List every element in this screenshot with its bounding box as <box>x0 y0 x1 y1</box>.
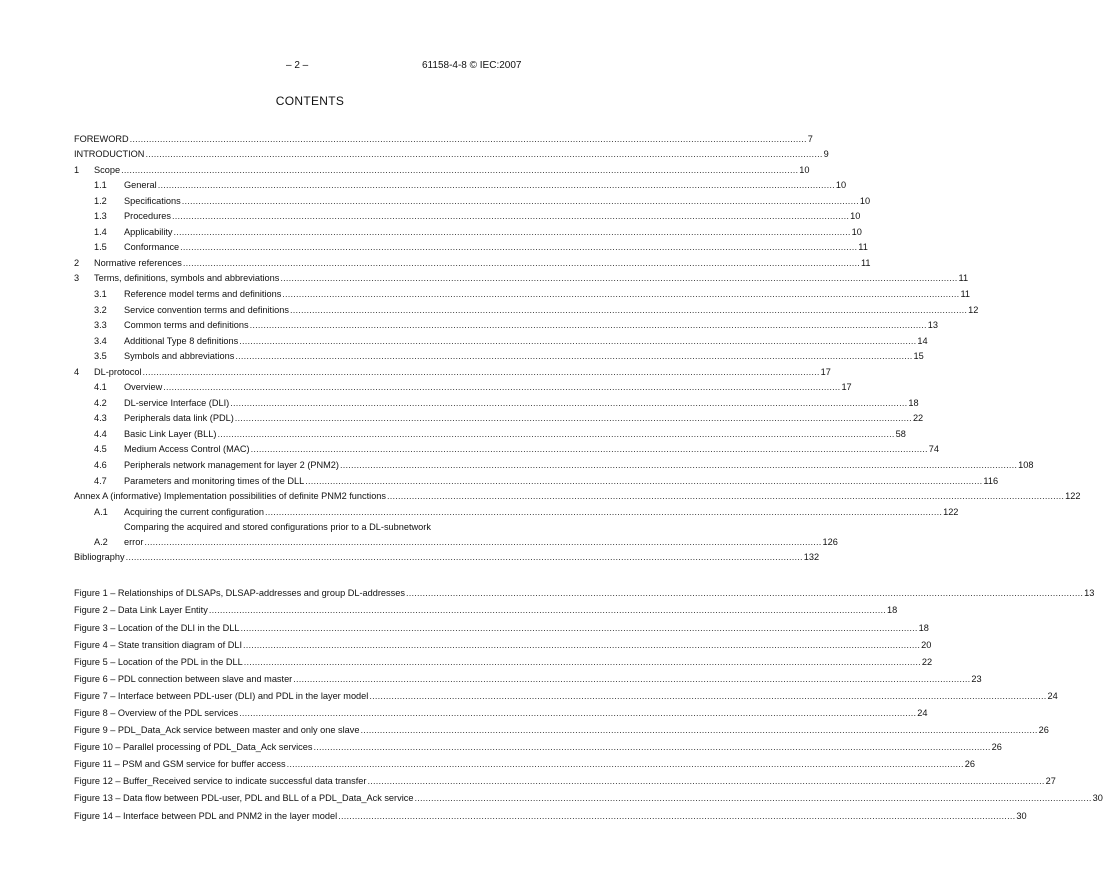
toc-entry-page: 18 <box>908 397 919 408</box>
figure-entry-page: 26 <box>964 759 975 770</box>
dot-leader <box>180 242 857 252</box>
toc-entry-text-block <box>124 522 838 547</box>
toc-entry-title: Medium Access Control (MAC) <box>124 444 250 455</box>
toc-entry[interactable] <box>74 517 838 547</box>
figure-entry[interactable] <box>74 615 929 633</box>
dot-leader <box>158 180 835 190</box>
dot-leader <box>121 165 798 175</box>
toc-entry[interactable] <box>74 486 1081 502</box>
figure-entry-title: Figure 9 – PDL_Data_Ack service between master and only one slave <box>74 725 360 736</box>
toc-entry-page: 15 <box>913 351 924 362</box>
toc-entry[interactable] <box>74 501 959 517</box>
figure-entry[interactable] <box>74 650 933 667</box>
toc-entry-number: 1.5 <box>94 242 107 253</box>
toc-entry[interactable] <box>74 299 979 315</box>
dot-leader <box>367 776 1044 786</box>
dot-leader <box>313 742 990 752</box>
toc-entry-number: 4 <box>74 366 80 377</box>
figure-entry[interactable] <box>74 752 975 770</box>
toc-entry-number: 4.5 <box>94 444 107 455</box>
toc-entry-title: Terms, definitions, symbols and abbreviations <box>94 273 280 284</box>
toc-entry[interactable] <box>74 377 852 393</box>
toc-entry-title: Applicability <box>124 226 173 237</box>
toc-entry-page: 17 <box>841 382 852 393</box>
toc-entry-title: Annex A (informative) Implementation possibilities of definite PNM2 functions <box>74 491 387 502</box>
toc-entry-number: 1.3 <box>94 211 107 222</box>
toc-entry-page: 58 <box>895 428 906 439</box>
toc-entry-title: Reference model terms and definitions <box>124 289 282 300</box>
toc-entry[interactable] <box>74 221 862 237</box>
page-number: – 2 – <box>286 60 309 71</box>
dot-leader <box>250 320 927 330</box>
toc-entry-number: 3.1 <box>94 289 107 300</box>
figure-entry[interactable] <box>74 786 1103 804</box>
dot-leader <box>126 552 803 562</box>
toc-entry-page: 126 <box>822 536 838 547</box>
dot-leader <box>143 367 820 377</box>
toc-entry-number: 4.3 <box>94 413 107 424</box>
toc-entry-title: Peripherals data link (PDL) <box>124 413 234 424</box>
toc-entry-page: 122 <box>943 506 959 517</box>
figure-entry[interactable] <box>74 803 1027 821</box>
document-id: 61158-4-8 © IEC:2007 <box>422 60 522 71</box>
figure-entry-page: 24 <box>917 707 928 718</box>
dot-leader <box>172 211 849 221</box>
toc-entry-number: 2 <box>74 257 80 268</box>
figure-entry-title: Figure 4 – State transition diagram of DLI <box>74 639 243 650</box>
toc-entry[interactable] <box>74 470 999 486</box>
toc-entry-page: 108 <box>1018 460 1034 471</box>
toc-entry-page: 11 <box>958 273 969 284</box>
toc-entry-number: 4.4 <box>94 428 107 439</box>
figure-entry-title: Figure 10 – Parallel processing of PDL_Data_Ack services <box>74 742 313 753</box>
toc-entry-number: 3.5 <box>94 351 107 362</box>
figure-entry-title: Figure 7 – Interface between PDL-user (DLI) and PDL in the layer model <box>74 690 369 701</box>
dot-leader <box>217 429 894 439</box>
toc-entry-title: Overview <box>124 382 163 393</box>
toc-entry[interactable] <box>74 315 938 331</box>
dot-leader <box>183 258 860 268</box>
toc-entry[interactable] <box>74 361 831 377</box>
figure-entry-page: 27 <box>1045 776 1056 787</box>
dot-leader <box>414 793 1091 803</box>
toc-entry-page: 11 <box>960 289 970 300</box>
toc-entry[interactable] <box>74 392 919 408</box>
figure-entry-title: Figure 12 – Buffer_Received service to indicate successful data transfer <box>74 776 367 787</box>
toc-entry-title: Scope <box>94 164 121 175</box>
figure-entry-page: 18 <box>918 622 929 633</box>
toc-entry-number: A.1 <box>94 506 108 517</box>
table-of-contents <box>74 128 1103 821</box>
figure-entry[interactable] <box>74 735 1002 753</box>
toc-entry-title: General <box>124 180 157 191</box>
toc-entry-title: DL-protocol <box>94 366 142 377</box>
dot-leader <box>174 227 851 237</box>
figure-entry-page: 30 <box>1092 793 1103 804</box>
toc-entry-page: 12 <box>968 304 979 315</box>
figure-entry[interactable] <box>74 769 1056 787</box>
dot-leader <box>144 537 821 547</box>
figure-entry-title: Figure 5 – Location of the PDL in the DLL <box>74 656 243 667</box>
figure-entry-title: Figure 8 – Overview of the PDL services <box>74 707 239 718</box>
figure-entry-title: Figure 2 – Data Link Layer Entity <box>74 605 208 616</box>
toc-entry-title: Service convention terms and definitions <box>124 304 289 315</box>
toc-entry[interactable] <box>74 408 924 424</box>
figure-entry-page: 22 <box>921 656 933 667</box>
list-of-figures <box>74 581 1103 821</box>
figure-entry[interactable] <box>74 633 932 650</box>
toc-entry[interactable] <box>74 128 813 144</box>
toc-entry-title: DL-service Interface (DLI) <box>124 397 230 408</box>
figure-entry[interactable] <box>74 718 1049 736</box>
toc-entry-title: Specifications <box>124 195 181 206</box>
dot-leader <box>360 725 1037 735</box>
figure-entry-title: Figure 6 – PDL connection between slave and master <box>74 673 293 684</box>
page-title: CONTENTS <box>275 94 345 108</box>
toc-entries <box>74 128 1081 563</box>
figure-entry[interactable] <box>74 667 982 684</box>
toc-entry-page: 122 <box>1065 491 1081 502</box>
figure-entry-page: 13 <box>1084 588 1095 599</box>
dot-leader <box>182 196 859 206</box>
toc-entry[interactable] <box>74 330 928 346</box>
dot-leader <box>239 708 916 718</box>
toc-entry-page: 74 <box>928 444 939 455</box>
toc-entry-number: 1.2 <box>94 195 107 206</box>
dot-leader <box>240 623 917 633</box>
figure-entry-title: Figure 1 – Relationships of DLSAPs, DLSAP-addresses and group DL-addresses <box>74 588 405 599</box>
toc-entry-number: 3.4 <box>94 335 107 346</box>
toc-entry-number: 3.2 <box>94 304 107 315</box>
figure-entry-page: 23 <box>971 673 982 684</box>
toc-entry-number: 3.3 <box>94 320 107 331</box>
toc-entry-title: FOREWORD <box>74 133 129 144</box>
toc-entry-title: Conformance <box>124 242 180 253</box>
toc-entry-number: A.2 <box>94 536 108 547</box>
figure-entry-title: Figure 14 – Interface between PDL and PNM2 in the layer model <box>74 810 338 821</box>
toc-entry-title: Additional Type 8 definitions <box>124 335 239 346</box>
toc-entry[interactable] <box>74 439 939 455</box>
toc-entry-title: Basic Link Layer (BLL) <box>124 428 217 439</box>
toc-entry-page: 10 <box>859 195 871 206</box>
dot-leader <box>239 336 916 346</box>
dot-leader <box>130 134 807 144</box>
figure-entry-page: 20 <box>921 639 932 650</box>
toc-entry-title: Common terms and definitions <box>124 320 249 331</box>
toc-entry-title: Symbols and abbreviations <box>124 351 235 362</box>
toc-entry-title: Peripherals network management for layer 2 (PNM2) <box>124 460 339 471</box>
toc-entry-page: 9 <box>823 149 829 160</box>
toc-entry[interactable] <box>74 159 810 175</box>
dot-leader <box>282 289 959 299</box>
dot-leader <box>338 811 1015 821</box>
dot-leader <box>145 149 822 159</box>
dot-leader <box>244 657 921 667</box>
toc-entry-title: INTRODUCTION <box>74 149 145 160</box>
toc-entry[interactable] <box>74 268 969 284</box>
toc-entry-number: 3 <box>74 273 80 284</box>
toc-entry[interactable] <box>74 547 820 563</box>
toc-entry-page: 22 <box>912 413 924 424</box>
toc-entry-page: 10 <box>835 180 847 191</box>
dot-leader <box>293 674 970 684</box>
dot-leader <box>235 413 912 423</box>
dot-leader <box>406 588 1083 598</box>
figure-entry-title: Figure 13 – Data flow between PDL-user, PDL and BLL of a PDL_Data_Ack service <box>74 793 414 804</box>
figure-entry-title: Figure 11 – PSM and GSM service for buffer access <box>74 759 286 770</box>
figure-entry[interactable] <box>74 684 1058 701</box>
dot-leader <box>387 491 1064 501</box>
toc-entry[interactable] <box>74 252 871 268</box>
figure-entry-page: 26 <box>991 742 1002 753</box>
figure-entry-page: 24 <box>1047 690 1058 701</box>
figure-entry-title: Figure 3 – Location of the DLI in the DLL <box>74 622 240 633</box>
dot-leader <box>280 273 957 283</box>
figure-entry[interactable] <box>74 701 928 718</box>
toc-entry-title-line2: error <box>124 536 144 547</box>
figure-entry-page: 26 <box>1038 725 1049 736</box>
dot-leader <box>243 640 920 650</box>
toc-entry-page: 13 <box>927 320 938 331</box>
toc-entry-number: 1.4 <box>94 226 107 237</box>
toc-entry-title-continued <box>124 537 838 547</box>
dot-leader <box>235 351 912 361</box>
toc-entry[interactable] <box>74 190 871 206</box>
dot-leader <box>290 305 967 315</box>
dot-leader <box>265 507 942 517</box>
dot-leader <box>251 444 928 454</box>
toc-entry[interactable] <box>74 346 924 362</box>
toc-entry-page: 10 <box>851 226 862 237</box>
toc-entry-page: 17 <box>820 366 831 377</box>
toc-entry-title: Normative references <box>94 257 182 268</box>
toc-entry-page: 116 <box>983 475 999 486</box>
toc-entry-page: 7 <box>807 133 813 144</box>
dot-leader <box>163 382 840 392</box>
figure-entry-page: 18 <box>886 605 898 616</box>
dot-leader <box>305 476 982 486</box>
toc-entry-page: 11 <box>860 257 871 268</box>
toc-entry-number: 4.7 <box>94 475 107 486</box>
figure-entry[interactable] <box>74 581 1095 599</box>
toc-entry-page: 10 <box>799 164 810 175</box>
toc-entry[interactable] <box>74 237 868 253</box>
toc-entry-title: Acquiring the current configuration <box>124 506 264 517</box>
dot-leader <box>369 691 1046 701</box>
dot-leader <box>287 759 964 769</box>
toc-entry[interactable] <box>74 144 829 160</box>
toc-entry-number: 4.1 <box>94 382 107 393</box>
dot-leader <box>209 605 886 615</box>
toc-entry-number: 1.1 <box>94 180 107 191</box>
dot-leader <box>230 398 907 408</box>
figure-entry[interactable] <box>74 598 898 616</box>
toc-entry-number: 1 <box>74 164 80 175</box>
toc-entry-title: Comparing the acquired and stored configurations prior to a DL-subnetwork <box>124 521 431 532</box>
toc-entry-page: 11 <box>858 242 868 253</box>
toc-entry-title: Parameters and monitoring times of the DLL <box>124 475 305 486</box>
toc-entry-title: Procedures <box>124 211 171 222</box>
toc-entry[interactable] <box>74 423 906 439</box>
toc-entry[interactable] <box>74 175 847 191</box>
toc-entry-number: 4.6 <box>94 460 107 471</box>
toc-entry[interactable] <box>74 283 970 300</box>
dot-leader <box>340 460 1017 470</box>
toc-entry[interactable] <box>74 454 1034 471</box>
toc-entry[interactable] <box>74 206 861 222</box>
toc-entry-number: 4.2 <box>94 397 107 408</box>
toc-entry-title: Bibliography <box>74 552 125 563</box>
toc-entry-page: 14 <box>917 335 928 346</box>
figure-entry-page: 30 <box>1016 810 1027 821</box>
toc-entry-page: 10 <box>850 211 861 222</box>
toc-entry-page: 132 <box>803 552 820 563</box>
